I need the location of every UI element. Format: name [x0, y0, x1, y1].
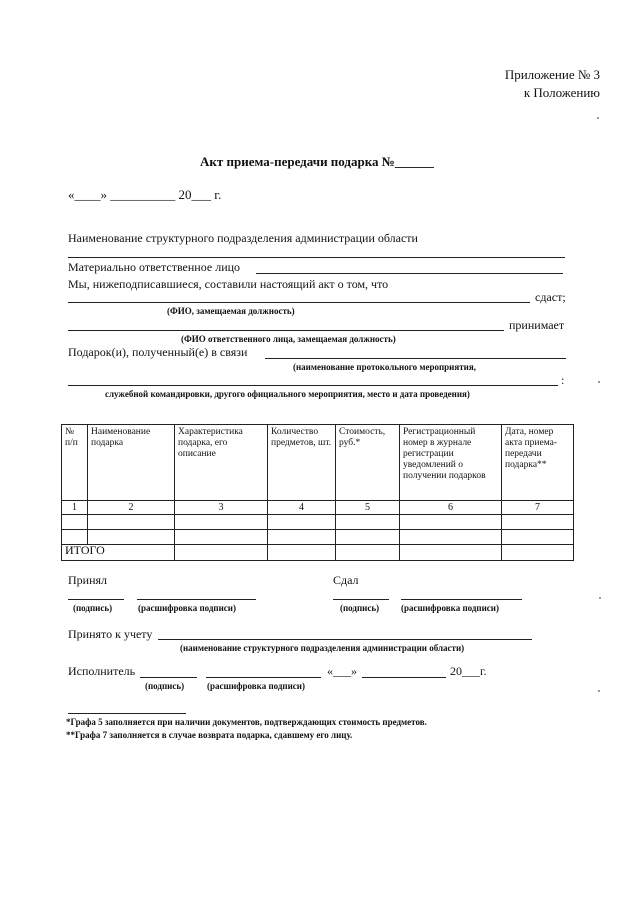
footnote-separator — [68, 713, 186, 714]
table-header-cell: Количество предметов, шт. — [268, 425, 336, 501]
table-cell: 1 — [62, 501, 88, 515]
handed-signature-line[interactable] — [333, 599, 389, 600]
table-cell[interactable] — [268, 515, 336, 530]
responsible-label: Материально ответственное лицо — [68, 260, 241, 274]
executor-label: Исполнитель — [68, 664, 136, 678]
table-cell[interactable] — [88, 515, 175, 530]
executor-signature-line[interactable] — [140, 677, 197, 678]
table-cell[interactable] — [400, 545, 502, 561]
scan-speck — [598, 381, 600, 383]
accepted-decoding-line[interactable] — [137, 599, 256, 600]
accepted-signature-line[interactable] — [68, 599, 124, 600]
table-header-row — [62, 425, 574, 501]
table-cell[interactable] — [175, 530, 268, 545]
table-cell[interactable] — [175, 515, 268, 530]
table-number-row — [62, 501, 574, 515]
footnote-2: **Графа 7 заполняется в случае возврата подарка, сдавшему его лицу. — [66, 730, 353, 740]
hint-event: (наименование протокольного мероприятия, — [293, 362, 476, 372]
table-cell[interactable] — [502, 545, 574, 561]
table-cell[interactable] — [400, 515, 502, 530]
table-cell[interactable] — [336, 515, 400, 530]
we-signed-text: Мы, нижеподписавшиеся, составили настоящий акт о том, что — [68, 277, 389, 291]
executor-year: 20___г. — [450, 664, 487, 678]
executor-decoding-line[interactable] — [206, 677, 321, 678]
hint-responsible: (ФИО ответственного лица, замещаемая должность) — [181, 334, 396, 344]
table-cell: 5 — [336, 501, 400, 515]
signature-hint: (подпись) — [145, 681, 185, 691]
total-label: ИТОГО — [62, 545, 175, 561]
decoding-hint: (расшифровка подписи) — [401, 603, 499, 613]
executor-month-line[interactable] — [362, 677, 446, 678]
scan-speck — [597, 117, 599, 119]
handed-label: Сдал — [333, 573, 359, 587]
event-fill-line — [68, 385, 558, 386]
gifts-table — [61, 424, 574, 561]
decoding-hint: (расшифровка подписи) — [138, 603, 236, 613]
table-cell[interactable] — [502, 530, 574, 545]
signature-hint: (подпись) — [73, 603, 113, 613]
scan-speck — [598, 690, 600, 692]
accounting-hint: (наименование структурного подразделения администрации области) — [180, 643, 465, 653]
table-cell[interactable] — [62, 515, 88, 530]
hint-event-cont: служебной командировки, другого официального мероприятия, место и дата проведения) — [105, 389, 470, 399]
appendix-to-label: к Положению — [523, 85, 600, 100]
table-header-cell: Дата, номер акта приема-передачи подарка** — [502, 425, 574, 501]
table-header-cell: Характеристика подарка, его описание — [175, 425, 268, 501]
table-cell: 4 — [268, 501, 336, 515]
footnote-1: *Графа 5 заполняется при наличии документов, подтверждающих стоимость предметов. — [66, 717, 427, 727]
signature-hint: (подпись) — [340, 603, 380, 613]
accounting-label: Принято к учету — [68, 627, 153, 641]
executor-date-open: «___» — [327, 664, 357, 678]
table-cell: 6 — [400, 501, 502, 515]
table-header-cell: № п/п — [62, 425, 88, 501]
table-cell[interactable] — [268, 530, 336, 545]
table-cell: 2 — [88, 501, 175, 515]
table-header-cell: Регистрационный номер в журнале регистрации уведомлений о получении подарков — [400, 425, 502, 501]
decoding-hint: (расшифровка подписи) — [207, 681, 305, 691]
table-cell[interactable] — [175, 545, 268, 561]
table-cell: 7 — [502, 501, 574, 515]
table-cell[interactable] — [336, 530, 400, 545]
document-title: Акт приема-передачи подарка №______ — [200, 154, 434, 169]
gift-received-label: Подарок(и), полученный(е) в связи — [68, 345, 248, 359]
table-cell[interactable] — [400, 530, 502, 545]
table-header-cell: Наименование подарка — [88, 425, 175, 501]
accounting-fill-line[interactable] — [158, 639, 532, 640]
department-fill-line — [68, 257, 565, 258]
table-cell: 3 — [175, 501, 268, 515]
table-total-row — [62, 545, 574, 561]
table-row — [62, 530, 574, 545]
date-line: «____» __________ 20___ г. — [68, 187, 222, 202]
hands-over-text: сдаст; — [535, 290, 566, 304]
handed-decoding-line[interactable] — [401, 599, 522, 600]
table-cell[interactable] — [268, 545, 336, 561]
accepts-fill-line — [68, 330, 504, 331]
gift-received-fill-line — [265, 358, 566, 359]
appendix-label: Приложение № 3 — [504, 67, 600, 82]
accepts-text: принимает — [509, 318, 565, 332]
department-label: Наименование структурного подразделения администрации области — [68, 231, 418, 245]
table-cell[interactable] — [502, 515, 574, 530]
table-row — [62, 515, 574, 530]
table-header-cell: Стоимость, руб.* — [336, 425, 400, 501]
table-cell[interactable] — [336, 545, 400, 561]
scan-speck — [599, 597, 601, 599]
accepted-label: Принял — [68, 573, 108, 587]
colon: : — [561, 373, 565, 387]
responsible-fill-line — [256, 273, 563, 274]
hands-over-fill-line — [68, 302, 530, 303]
hint-fio-position: (ФИО, замещаемая должность) — [167, 306, 295, 316]
